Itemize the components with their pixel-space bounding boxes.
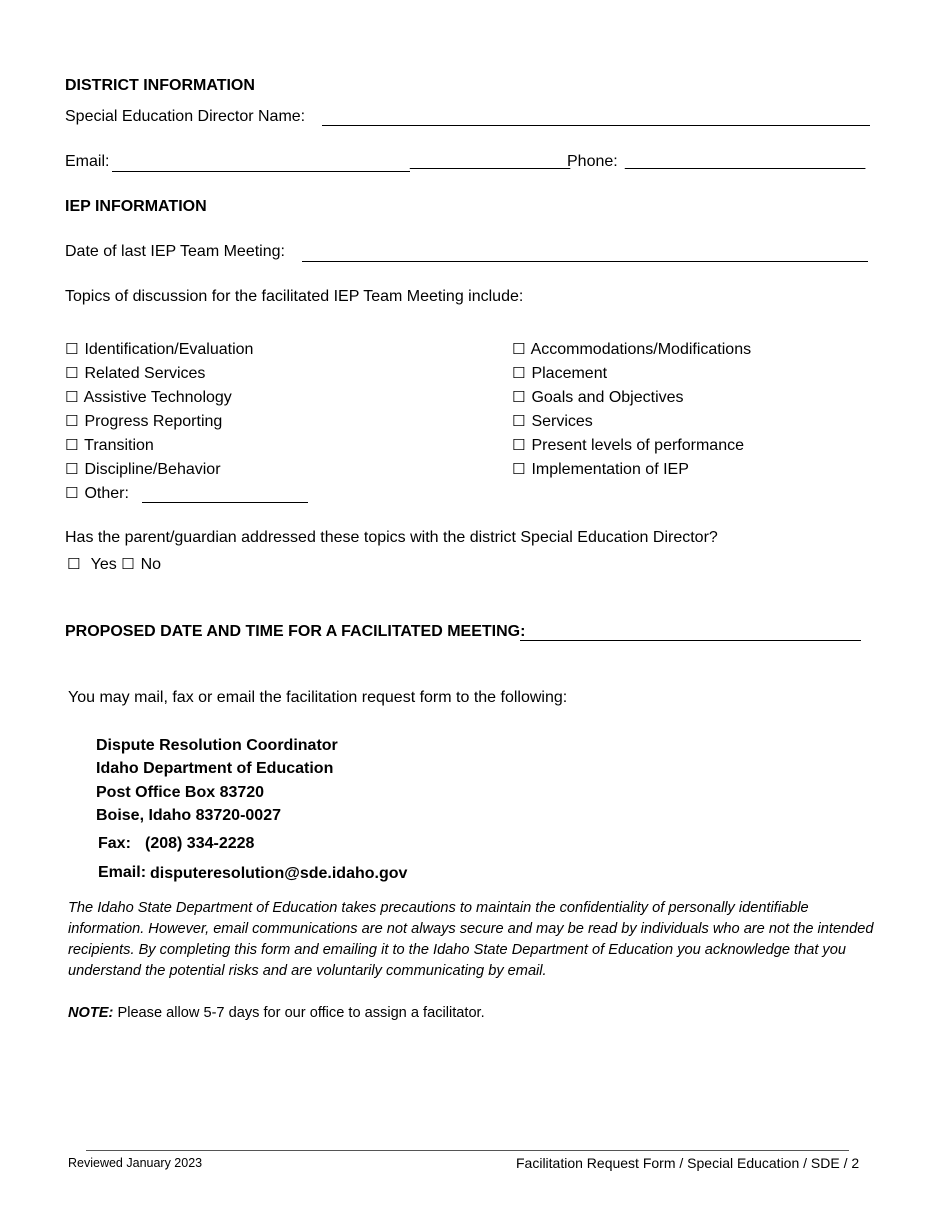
topic-label: Discipline/Behavior	[84, 461, 221, 478]
phone-field[interactable]: ___________________________	[625, 153, 866, 170]
director-name-field[interactable]	[322, 125, 870, 126]
topic-discipline-behavior[interactable]	[65, 460, 221, 479]
note-text: Please allow 5-7 days for our office to assign a facilitator.	[117, 1005, 485, 1021]
fax-value: (208) 334-2228	[145, 835, 255, 852]
topic-services[interactable]	[512, 412, 593, 431]
topic-label: Services	[531, 413, 593, 430]
topic-label: Identification/Evaluation	[84, 341, 254, 358]
topic-label: Goals and Objectives	[531, 389, 684, 406]
checkbox[interactable]: ☐	[65, 340, 79, 358]
checkbox[interactable]: ☐	[65, 460, 79, 478]
checkbox[interactable]: ☐	[512, 412, 526, 430]
checkbox[interactable]: ☐	[65, 484, 79, 502]
email-label: Email:	[65, 153, 110, 170]
yes-label: Yes	[90, 556, 117, 573]
topic-placement[interactable]	[512, 364, 607, 383]
topic-label: Other:	[84, 485, 129, 502]
topic-goals-objectives[interactable]	[512, 388, 684, 407]
last-meeting-field[interactable]	[302, 261, 868, 262]
address-line: Dispute Resolution Coordinator	[96, 737, 338, 754]
checkbox[interactable]: ☐	[65, 436, 79, 454]
checkbox[interactable]: ☐	[512, 340, 526, 358]
topic-other[interactable]	[65, 484, 129, 503]
checkbox[interactable]: ☐	[512, 388, 526, 406]
iep-heading: IEP INFORMATION	[65, 198, 207, 215]
topic-related-services[interactable]	[65, 364, 205, 383]
confidentiality-disclaimer: The Idaho State Department of Education takes precautions to maintain the confidentiality of personally identifiable information. However, email communications are not always secure and may be read by individuals who are not the intended recipients. By completing this form and emailing it to the Idaho State Department of Education you acknowledge that you understand the potential risks and are voluntarily communicating by email.	[68, 900, 874, 979]
addressed-question: Has the parent/guardian addressed these topics with the district Special Education Director?	[65, 529, 718, 546]
director-name-label: Special Education Director Name:	[65, 108, 306, 125]
topic-label: Accommodations/Modifications	[530, 341, 752, 358]
topic-present-levels[interactable]	[512, 436, 744, 455]
checkbox[interactable]: ☐	[65, 364, 79, 382]
last-meeting-label: Date of last IEP Team Meeting:	[65, 243, 285, 260]
checkbox[interactable]: ☐	[65, 388, 79, 406]
mail-intro: You may mail, fax or email the facilitation request form to the following:	[68, 689, 568, 706]
topic-assistive-technology[interactable]	[65, 388, 232, 407]
footer-reviewed: Reviewed January 2023	[68, 1156, 203, 1170]
topic-progress-reporting[interactable]	[65, 412, 222, 431]
phone-label: Phone:	[567, 153, 618, 170]
topic-label: Related Services	[84, 365, 206, 382]
checkbox[interactable]: ☐	[512, 460, 526, 478]
address-line: Idaho Department of Education	[96, 760, 334, 777]
address-line: Post Office Box 83720	[96, 784, 265, 801]
yes-checkbox[interactable]: ☐	[67, 555, 81, 573]
footer-divider	[86, 1150, 849, 1151]
checkbox[interactable]: ☐	[65, 412, 79, 430]
footer-form-info: Facilitation Request Form / Special Education / SDE / 2	[516, 1155, 860, 1171]
address-line: Boise, Idaho 83720-0027	[96, 807, 281, 824]
topic-label: Placement	[531, 365, 608, 382]
topic-label: Transition	[84, 437, 154, 454]
no-label: No	[140, 556, 162, 573]
topic-accommodations-modifications[interactable]	[512, 340, 751, 359]
topic-transition[interactable]	[65, 436, 154, 455]
note-label: NOTE:	[68, 1005, 114, 1021]
checkbox[interactable]: ☐	[512, 436, 526, 454]
email-contact-value[interactable]: disputeresolution@sde.idaho.gov	[150, 865, 408, 882]
no-checkbox[interactable]: ☐	[121, 555, 135, 573]
district-heading: DISTRICT INFORMATION	[65, 77, 255, 94]
checkbox[interactable]: ☐	[512, 364, 526, 382]
addressed-answer	[67, 555, 161, 574]
email-contact-label: Email:	[98, 864, 147, 881]
email-underscore: __________________	[410, 153, 571, 170]
proposed-label: PROPOSED DATE AND TIME FOR A FACILITATED MEETING:	[65, 623, 526, 640]
proposed-date-field[interactable]	[520, 640, 861, 641]
topic-identification-evaluation[interactable]	[65, 340, 253, 359]
topic-implementation-iep[interactable]	[512, 460, 689, 479]
topic-label: Progress Reporting	[84, 413, 223, 430]
note	[68, 1005, 485, 1021]
email-field[interactable]	[112, 171, 410, 172]
topic-label: Assistive Technology	[83, 389, 232, 406]
other-topic-field[interactable]	[142, 502, 308, 503]
topics-label: Topics of discussion for the facilitated IEP Team Meeting include:	[65, 288, 524, 305]
fax-label: Fax:	[98, 835, 131, 852]
topic-label: Implementation of IEP	[531, 461, 689, 478]
topic-label: Present levels of performance	[531, 437, 744, 454]
